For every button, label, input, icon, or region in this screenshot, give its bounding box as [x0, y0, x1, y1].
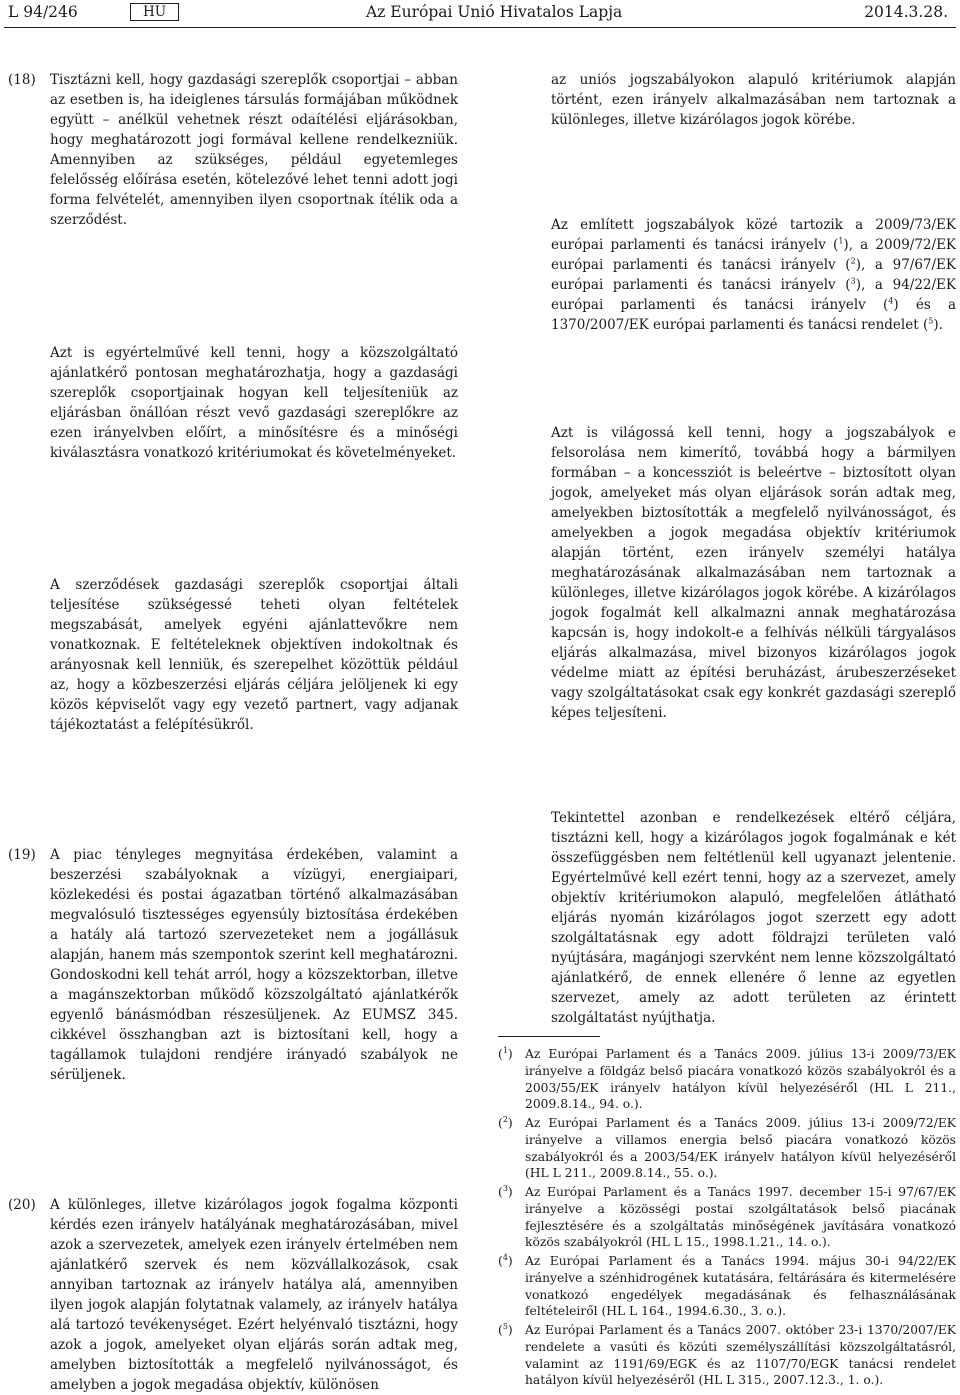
footnote-1	[498, 1046, 956, 1113]
recital-number-18: (18)	[8, 72, 36, 88]
right-paragraph-2: Az említett jogszabályok közé tartozik a 2009/73/EK európai parlamenti és tanácsi irányelv ($^1$), a 2009/72/EK európai parlamenti és tanácsi irányelv ($^2$), a 97/67/EK európai parlamenti és tanácsi irányelv ($^3$), a 94/22/EK európai parlamenti és tanácsi irányelv ($^4$) és a 1370/2007/EK európai parlamenti és tanácsi rendelet ($^5$).	[551, 217, 957, 333]
recital-number-20: (20)	[8, 1197, 36, 1213]
header-rule	[4, 27, 956, 28]
footnote-ref-4[interactable]: 4	[888, 296, 894, 306]
footnote-marker: ($^4$)	[498, 1252, 513, 1268]
footnote-ref-2[interactable]: 2	[850, 256, 856, 266]
recital-number-19: (19)	[8, 847, 36, 863]
right-paragraph-3: Azt is világossá kell tenni, hogy a jogszabályok e felsorolása nem kimerítő, továbbá hogy a bármilyen formában – a koncessziót is beleértve – biztosított olyan jogok, amelyeket más olyan eljárások során adtak meg, amelyekben biztosították a megfelelő nyilvánosságot, és amelyekben a jogok megadása objektív kritériumok alapján történt, ezen irányelv személyi hatálya meghatározásának alkalmazásában nem tartoznak a különleges, illetve kizárólagos jogok körébe. A kizárólagos jogok fogalmát kell alkalmazni annak meghatározása kapcsán is, hogy indokolt-e a felhívás nélküli tárgyalásos eljárás alkalmazása, mivel bizonyos kizárólagos jogok védelme miatt az építési beruházást, árubeszerzéseket vagy szolgáltatásokat csak egy konkrét gazdasági szereplő képes teljesíteni.	[551, 425, 956, 721]
footnote-text: Az Európai Parlament és a Tanács 1994. május 30-i 94/22/EK irányelve a szénhidrogének kutatására, feltárására és kitermelésére vonatkozó engedélyek megadásának és felhasználásának feltételeiről (HL L 164., 1994.6.30., 3. o.).	[525, 1254, 956, 1319]
footnote-5	[498, 1322, 956, 1389]
footnote-marker: ($^1$)	[498, 1045, 513, 1061]
recital-18-paragraph-1: Tisztázni kell, hogy gazdasági szereplők csoportjai – abban az esetben is, ha ideiglenes társulás formájában működnek együtt – anélkül vehetnek részt odaítélési eljárásokban, hogy meghatározott jogi formával kellene rendelkezniük. Amennyiben az szükséges, például egyetemleges felelősség előírása esetén, kötelezővé lehet tenni adott jogi forma felvételét, amennyiben ilyen csoportnak ítélik oda a szerződést.	[50, 72, 458, 228]
language-badge: HU	[130, 3, 179, 21]
footnote-ref-3[interactable]: 3	[850, 276, 856, 286]
footnote-marker: ($^2$)	[498, 1114, 513, 1130]
recital-18-paragraph-3: A szerződések gazdasági szereplők csoportjai általi teljesítése szükségessé teheti olyan feltételek megszabását, amelyek egyéni ajánlattevőkre nem vonatkoznak. E feltételeknek objektíven indokoltnak és arányosnak kell lenniük, és szerepelhet közöttük például az, hogy a közbeszerzési eljárás céljára jelöljenek ki egy közös képviselőt vagy egy vezető partnert, vagy adjanak tájékoztatást a felépítésükről.	[50, 577, 458, 733]
page-reference: L 94/246	[8, 3, 78, 21]
recital-20-paragraph-1: A különleges, illetve kizárólagos jogok fogalma központi kérdés ezen irányelv hatályának meghatározásában, mivel azok a szervezetek, amelyek ezen irányelv értelmében nem ajánlatkérő szervek és nem közvállalkozások, csak annyiban tartoznak az irányelv hatálya alá, amennyiben ilyen jogok alapján folytatnak valamely, az irányelv hatálya alá tartozó tevékenységet. Ezért helyénvaló tisztázni, hogy azok a jogok, amelyeket olyan eljárás során adtak meg, amelyben biztosították a megfelelő nyilvánosságot, és amelyben a jogok megadása objektív, különösen	[50, 1197, 458, 1393]
footnote-3	[498, 1184, 956, 1251]
footnote-marker: ($^3$)	[498, 1183, 513, 1199]
publication-date: 2014.3.28.	[864, 3, 948, 21]
footnote-ref-5[interactable]: 5	[928, 316, 934, 326]
footnote-text: Az Európai Parlament és a Tanács 2009. július 13-i 2009/72/EK irányelve a villamos energia belső piacára vonatkozó közös szabályokról és a 2003/54/EK irányelv hatályon kívül helyezéséről (HL L 211., 2009.8.14., 55. o.).	[525, 1116, 956, 1181]
footnote-marker: ($^5$)	[498, 1321, 513, 1337]
recital-18-paragraph-2: Azt is egyértelművé kell tenni, hogy a közszolgáltató ajánlatkérő pontosan meghatározhatja, hogy a gazdasági szereplők csoportjainak hogyan kell teljesíteniük az eljárásban önállóan részt vevő gazdasági szereplőkre az ezen irányelvben előírt, a minősítésre és a minőségi kiválasztásra vonatkozó kritériumokat és követelményeket.	[50, 345, 458, 461]
footnote-text: Az Európai Parlament és a Tanács 1997. december 15-i 97/67/EK irányelve a közösségi postai szolgáltatások belső piacának fejlesztésére és a szolgáltatás minőségének javítására vonatkozó közös szabályokról (HL L 15., 1998.1.21., 14. o.).	[525, 1185, 956, 1250]
recital-19-paragraph-1: A piac tényleges megnyitása érdekében, valamint a beszerzési szabályoknak a vízügyi, energiaipari, közlekedési és postai ágazatban történő alkalmazásában megvalósuló tisztességes egyensúly biztosítása érdekében a hatály alá tartozó szervezeteket nem a jogállásuk alapján, hanem más szempontok szerint kell meghatározni. Gondoskodni kell tehát arról, hogy a közszektorban, illetve a magánszektorban működő közszolgáltató ajánlatkérők egyenlő bánásmódban részesüljenek. Az EUMSZ 345. cikkével összhangban azt is biztosítani kell, hogy a tagállamok tulajdoni rendjére irányadó szabályok ne sérüljenek.	[50, 847, 458, 1083]
footnote-4	[498, 1253, 956, 1320]
footnote-separator	[498, 1036, 600, 1037]
footnote-ref-1[interactable]: 1	[838, 236, 844, 246]
right-paragraph-1: az uniós jogszabályokon alapuló kritériumok alapján történt, ezen irányelv alkalmazásában nem tartoznak a különleges, illetve kizárólagos jogok körébe.	[551, 72, 956, 128]
journal-title: Az Európai Unió Hivatalos Lapja	[366, 3, 623, 21]
right-paragraph-4: Tekintettel azonban e rendelkezések eltérő céljára, tisztázni kell, hogy a kizárólagos jogok fogalmának e két összefüggésben nem feltétlenül kell ugyanazt jelentenie. Egyértelművé kell ezért tenni, hogy az a szervezet, amely objektív kritériumokon alapuló, megfelelően átlátható eljárás nyomán kizárólagos jogot szerzett egy adott szolgáltatásnak egy adott földrajzi területen való nyújtására, magánjogi szervként nem lenne közszolgáltató ajánlatkérő, de ennek ellenére ő lenne az egyetlen szervezet, amely az adott területen az érintett szolgáltatást nyújthatja.	[551, 810, 956, 1026]
footnote-text: Az Európai Parlament és a Tanács 2009. július 13-i 2009/73/EK irányelve a földgáz belső piacára vonatkozó közös szabályokról és a 2003/55/EK irányelv hatályon kívül helyezéséről (HL L 211., 2009.8.14., 94. o.).	[525, 1047, 956, 1112]
footnote-2	[498, 1115, 956, 1182]
footnote-text: Az Európai Parlament és a Tanács 2007. október 23-i 1370/2007/EK rendelete a vasúti és közúti személyszállítási közszolgáltatásról, valamint az 1191/69/EGK és az 1107/70/EGK tanácsi rendelet hatályon kívül helyezéséről (HL L 315., 2007.12.3., 1. o.).	[525, 1323, 956, 1388]
